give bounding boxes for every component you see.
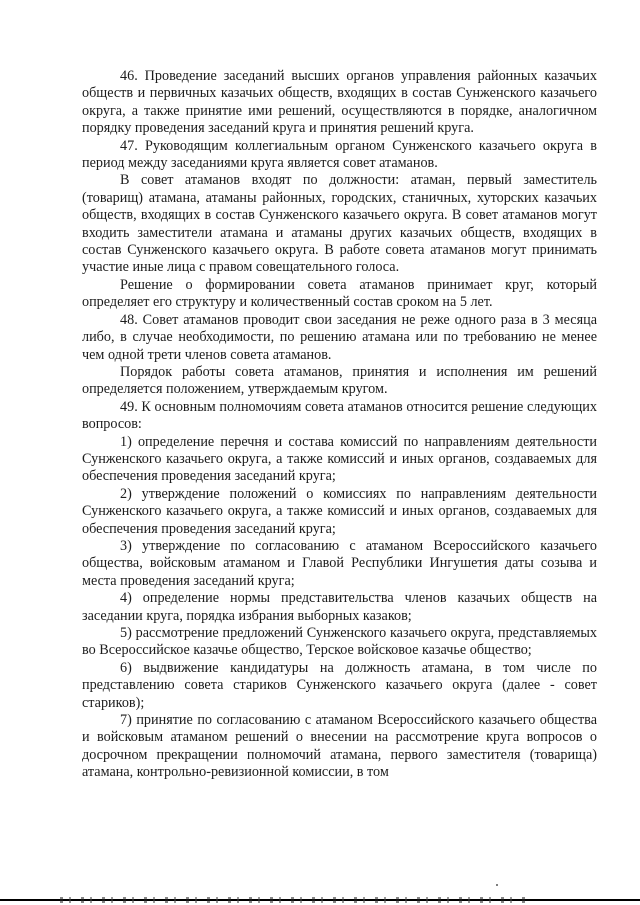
list-item-6: 6) выдвижение кандидатуры на должность атамана, в том числе по представлению совета стариков Сунженского казачьего округа (далее - совет стариков);	[82, 659, 597, 711]
list-item-5: 5) рассмотрение предложений Сунженского казачьего округа, представляемых во Всероссийское казачье общество, Терское войсковое казачье общество;	[82, 625, 597, 659]
paragraph-47: 47. Руководящим коллегиальным органом Сунженского казачьего округа в период между заседаниями круга является совет атаманов.	[82, 137, 597, 172]
paragraph-48: 48. Совет атаманов проводит свои заседания не реже одного раза в 3 месяца либо, в случае необходимости, по решению атамана или по требованию не менее чем одной трети членов совета атаманов.	[82, 311, 597, 363]
paragraph-46: 46. Проведение заседаний высших органов управления районных казачьих обществ и первичных казачьих обществ, входящих в состав Сунженского казачьего округа, а также принятие ими решений, осуществляются в порядке, аналогичном порядку проведения заседаний круга и принятия решений круга.	[82, 68, 597, 137]
paragraph-council-procedure: Порядок работы совета атаманов, принятия и исполнения им решений определяется положением, утверждаемым кругом.	[82, 363, 597, 398]
paragraph-council-formation: Решение о формировании совета атаманов принимает круг, который определяет его структуру и количественный состав сроком на 5 лет.	[82, 276, 597, 311]
list-item-4: 4) определение нормы представительства членов казачьих обществ на заседании круга, порядка избрания выборных казаков;	[82, 590, 597, 624]
list-item-2: 2) утверждение положений о комиссиях по направлениям деятельности Сунженского казачьего округа, а также комиссий и иных органов, создаваемых для обеспечения проведения заседаний круга;	[82, 485, 597, 537]
paragraph-49: 49. К основным полномочиям совета атаманов относится решение следующих вопросов:	[82, 398, 597, 433]
list-item-1: 1) определение перечня и состава комиссий по направлениям деятельности Сунженского казачьего округа, а также комиссий и иных органов, создаваемых для обеспечения проведения заседаний круга;	[82, 433, 597, 485]
list-item-7: 7) принятие по согласованию с атаманом Всероссийского казачьего общества и войсковым атаманом решений о внесении на рассмотрение круга вопросов о досрочном прекращении полномочий атамана, первого заместителя (товарища) атамана, контрольно-ревизионной комиссии, в том	[82, 712, 597, 781]
scan-speck	[496, 884, 498, 886]
scan-artifact-marks	[60, 897, 530, 903]
paragraph-council-composition: В совет атаманов входят по должности: атаман, первый заместитель (товарищ) атамана, атаманы районных, городских, станичных, хуторских казачьих обществ, входящих в состав Сунженского казачьего округа. В совет атаманов могут входить заместители атамана и атаманы других казачьих обществ, входящих в состав Сунженского казачьего округа. В работе совета атаманов могут принимать участие иные лица с правом совещательного голоса.	[82, 172, 597, 276]
document-body	[82, 68, 597, 782]
list-item-3: 3) утверждение по согласованию с атаманом Всероссийского казачьего общества, войсковым атаманом и Главой Республики Ингушетия даты созыва и места проведения заседаний круга;	[82, 537, 597, 589]
scan-bottom-edge	[0, 895, 640, 905]
